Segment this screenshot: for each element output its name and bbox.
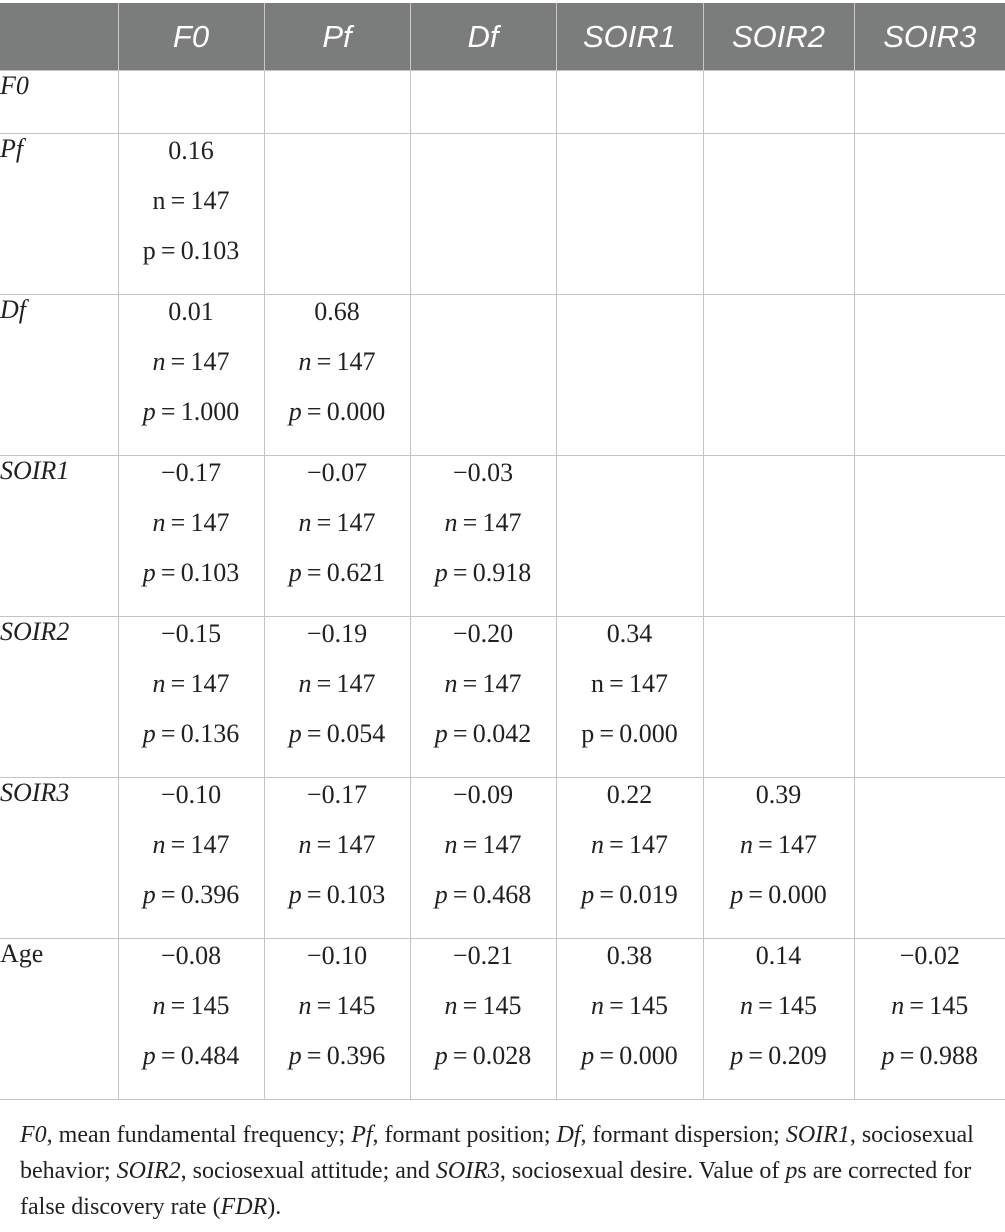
- table-cell: [854, 134, 1005, 295]
- r-value: −0.03: [452, 458, 514, 487]
- r-value: −0.21: [452, 941, 514, 970]
- footnote-abbr-f0: F0: [20, 1122, 47, 1148]
- correlation-value: [265, 295, 410, 345]
- n-value: 145: [629, 991, 669, 1020]
- table-cell: [556, 295, 703, 456]
- n-value: 147: [336, 830, 376, 859]
- table-cell: [703, 134, 854, 295]
- r-value: 0.01: [168, 297, 214, 326]
- table-footnote: [20, 1117, 990, 1225]
- table-cell: [854, 295, 1005, 456]
- table-cell: [854, 617, 1005, 778]
- p-value: p = 0.209: [730, 1041, 827, 1070]
- p-value: p = 0.103: [142, 558, 240, 587]
- table-cell: [264, 295, 410, 456]
- r-value: −0.02: [899, 941, 960, 970]
- r-value: 0.34: [606, 619, 653, 648]
- correlation-value: [704, 939, 854, 989]
- r-value: 0.38: [606, 941, 653, 970]
- table-row: [0, 134, 1005, 295]
- table-row: [0, 295, 1005, 456]
- correlation-value: [265, 617, 410, 667]
- n-value: 145: [778, 991, 818, 1020]
- sample-size: n = 147: [444, 830, 522, 859]
- n-value: 147: [190, 830, 230, 859]
- table-row: [0, 456, 1005, 617]
- p-value: p = 0.621: [288, 558, 386, 587]
- table-cell: [410, 134, 556, 295]
- correlation-value: [411, 617, 556, 667]
- table-header-row: [0, 3, 1005, 71]
- r-value: −0.17: [160, 458, 222, 487]
- correlation-value: [265, 778, 410, 828]
- table-cell: [264, 134, 410, 295]
- table-cell: [264, 778, 410, 939]
- sample-size: n = 147: [298, 669, 376, 698]
- footnote-text: , sociosexual desire. Value of: [499, 1158, 786, 1184]
- table-cell: [556, 134, 703, 295]
- r-value: −0.15: [160, 619, 222, 648]
- table-cell: [556, 71, 703, 134]
- footnote-text: ).: [267, 1194, 282, 1220]
- footnote-abbr-pf: Pf: [351, 1122, 373, 1148]
- correlation-value: [557, 939, 703, 989]
- correlation-value: [265, 456, 410, 506]
- n-value: 147: [190, 508, 230, 537]
- n-value: 147: [336, 508, 376, 537]
- n-value: 147: [629, 669, 669, 698]
- p-number: 0.000: [619, 1041, 678, 1070]
- correlation-value: [119, 134, 264, 184]
- footnote-text: , sociosexual behavior;: [20, 1122, 974, 1184]
- correlation-value: [119, 778, 264, 828]
- table-cell: [703, 617, 854, 778]
- sample-size: n = 147: [152, 186, 230, 215]
- p-number: 0.988: [919, 1041, 979, 1070]
- correlation-value: [411, 778, 556, 828]
- footnote-text: , mean fundamental frequency;: [46, 1122, 352, 1148]
- table-cell: [264, 71, 410, 134]
- sample-size: n = 147: [739, 830, 818, 859]
- r-value: 0.22: [606, 780, 653, 809]
- r-value: 0.14: [755, 941, 802, 970]
- footnote-text: s are corrected for false discovery rate (: [20, 1158, 972, 1220]
- sample-size: n = 145: [590, 991, 669, 1020]
- p-value: p = 0.019: [581, 880, 678, 909]
- n-value: 147: [629, 830, 669, 859]
- table-cell: [118, 617, 264, 778]
- p-number: 0.000: [326, 397, 386, 426]
- table-cell: [410, 295, 556, 456]
- footnote-abbr-df: Df: [556, 1122, 581, 1148]
- p-number: 0.103: [326, 880, 386, 909]
- correlation-value: [265, 939, 410, 989]
- table-cell: [854, 778, 1005, 939]
- table-cell: [264, 456, 410, 617]
- footnote-abbr-soir2: SOIR2: [116, 1158, 181, 1184]
- p-number: 0.209: [768, 1041, 827, 1070]
- p-value: p = 0.988: [881, 1041, 979, 1070]
- correlation-value: [704, 778, 854, 828]
- p-number: 0.396: [180, 880, 240, 909]
- header-df: Df: [410, 3, 556, 71]
- correlation-table: [0, 3, 1005, 1100]
- table-cell: [410, 778, 556, 939]
- n-value: 147: [190, 669, 230, 698]
- n-value: 147: [190, 186, 230, 215]
- sample-size: n = 147: [590, 669, 669, 698]
- table-body: [0, 71, 1005, 1100]
- table-cell: [264, 939, 410, 1100]
- table-cell: [556, 939, 703, 1100]
- sample-size: n = 145: [152, 991, 230, 1020]
- table-cell: [556, 456, 703, 617]
- p-value: p = 0.042: [434, 719, 532, 748]
- footnote-text: , formant dispersion;: [580, 1122, 786, 1148]
- p-number: 0.103: [180, 236, 240, 265]
- p-value: p = 0.136: [142, 719, 240, 748]
- p-value: p = 0.000: [730, 880, 827, 909]
- table-cell: [118, 71, 264, 134]
- n-value: 147: [482, 508, 522, 537]
- sample-size: n = 147: [152, 669, 230, 698]
- p-number: 0.468: [472, 880, 532, 909]
- p-number: 0.000: [619, 719, 678, 748]
- table-cell: [854, 71, 1005, 134]
- row-label: SOIR1: [0, 456, 118, 617]
- n-value: 147: [336, 347, 376, 376]
- p-number: 0.028: [472, 1041, 532, 1070]
- table-cell: [118, 939, 264, 1100]
- r-value: 0.16: [168, 136, 214, 165]
- correlation-value: [855, 939, 1005, 989]
- footnote-text: , formant position;: [372, 1122, 557, 1148]
- n-value: 147: [190, 347, 230, 376]
- sample-size: n = 147: [152, 347, 230, 376]
- p-number: 0.918: [472, 558, 532, 587]
- sample-size: n = 147: [152, 508, 230, 537]
- n-value: 147: [482, 830, 522, 859]
- p-value: p = 0.396: [142, 880, 240, 909]
- n-value: 147: [778, 830, 818, 859]
- p-value: p = 0.468: [434, 880, 532, 909]
- table-cell: [556, 778, 703, 939]
- footnote-abbr-soir1: SOIR1: [785, 1122, 850, 1148]
- correlation-value: [119, 939, 264, 989]
- r-value: −0.17: [306, 780, 368, 809]
- correlation-value: [411, 939, 556, 989]
- p-number: 0.621: [326, 558, 386, 587]
- r-value: −0.20: [452, 619, 514, 648]
- n-value: 145: [190, 991, 230, 1020]
- header-pf: Pf: [264, 3, 410, 71]
- footnote-abbr-p: p: [785, 1158, 798, 1184]
- header-soir2: SOIR2: [703, 3, 854, 71]
- table-cell: [556, 617, 703, 778]
- correlation-value: [119, 617, 264, 667]
- table-cell: [118, 295, 264, 456]
- p-value: p = 0.396: [288, 1041, 386, 1070]
- p-number: 0.136: [180, 719, 240, 748]
- p-value: p = 1.000: [142, 397, 240, 426]
- r-value: −0.08: [160, 941, 222, 970]
- sample-size: n = 147: [590, 830, 669, 859]
- r-value: 0.68: [314, 297, 360, 326]
- table-cell: [703, 778, 854, 939]
- table-row: [0, 939, 1005, 1100]
- table-cell: [118, 456, 264, 617]
- r-value: −0.19: [306, 619, 368, 648]
- p-number: 0.042: [472, 719, 532, 748]
- correlation-value: [119, 295, 264, 345]
- r-value: −0.10: [306, 941, 368, 970]
- table-cell: [118, 134, 264, 295]
- table-cell: [703, 295, 854, 456]
- p-value: p = 0.000: [581, 719, 678, 748]
- r-value: −0.10: [160, 780, 222, 809]
- p-value: p = 0.000: [581, 1041, 678, 1070]
- p-number: 0.000: [768, 880, 827, 909]
- sample-size: n = 147: [298, 508, 376, 537]
- p-number: 1.000: [180, 397, 240, 426]
- row-label: Pf: [0, 134, 118, 295]
- n-value: 145: [482, 991, 522, 1020]
- correlation-value: [411, 456, 556, 506]
- row-label: SOIR2: [0, 617, 118, 778]
- p-number: 0.019: [619, 880, 678, 909]
- row-label: SOIR3: [0, 778, 118, 939]
- table-cell: [854, 939, 1005, 1100]
- footnote-abbr-soir3: SOIR3: [435, 1158, 500, 1184]
- sample-size: n = 147: [298, 830, 376, 859]
- row-label: F0: [0, 71, 118, 134]
- sample-size: n = 147: [152, 830, 230, 859]
- footnote-abbr-fdr: FDR: [220, 1194, 268, 1220]
- table-cell: [854, 456, 1005, 617]
- table-row: [0, 71, 1005, 134]
- p-value: p = 0.000: [288, 397, 386, 426]
- sample-size: n = 147: [444, 508, 522, 537]
- table-cell: [703, 71, 854, 134]
- correlation-value: [557, 617, 703, 667]
- p-value: p = 0.103: [142, 236, 240, 265]
- n-value: 147: [482, 669, 522, 698]
- n-value: 145: [336, 991, 376, 1020]
- n-value: 147: [336, 669, 376, 698]
- r-value: 0.39: [755, 780, 802, 809]
- p-value: p = 0.028: [434, 1041, 532, 1070]
- header-soir1: SOIR1: [556, 3, 703, 71]
- correlation-value: [557, 778, 703, 828]
- table-cell: [703, 456, 854, 617]
- sample-size: n = 147: [298, 347, 376, 376]
- sample-size: n = 145: [739, 991, 818, 1020]
- p-number: 0.396: [326, 1041, 386, 1070]
- p-value: p = 0.103: [288, 880, 386, 909]
- table-cell: [410, 939, 556, 1100]
- table-cell: [410, 71, 556, 134]
- p-value: p = 0.054: [288, 719, 386, 748]
- row-label: Df: [0, 295, 118, 456]
- table-row: [0, 617, 1005, 778]
- p-number: 0.103: [180, 558, 240, 587]
- table-cell: [703, 939, 854, 1100]
- sample-size: n = 145: [444, 991, 522, 1020]
- r-value: −0.07: [306, 458, 368, 487]
- table-row: [0, 778, 1005, 939]
- p-number: 0.484: [180, 1041, 240, 1070]
- row-label: Age: [0, 939, 118, 1100]
- p-number: 0.054: [326, 719, 386, 748]
- n-value: 145: [929, 991, 969, 1020]
- sample-size: n = 145: [298, 991, 376, 1020]
- p-value: p = 0.918: [434, 558, 532, 587]
- sample-size: n = 147: [444, 669, 522, 698]
- footnote-text: , sociosexual attitude; and: [180, 1158, 436, 1184]
- correlation-value: [119, 456, 264, 506]
- r-value: −0.09: [452, 780, 514, 809]
- table-cell: [118, 778, 264, 939]
- sample-size: n = 145: [891, 991, 969, 1020]
- table-cell: [410, 617, 556, 778]
- table-cell: [410, 456, 556, 617]
- header-corner: [0, 3, 118, 71]
- header-soir3: SOIR3: [854, 3, 1005, 71]
- table-cell: [264, 617, 410, 778]
- p-value: p = 0.484: [142, 1041, 240, 1070]
- header-f0: F0: [118, 3, 264, 71]
